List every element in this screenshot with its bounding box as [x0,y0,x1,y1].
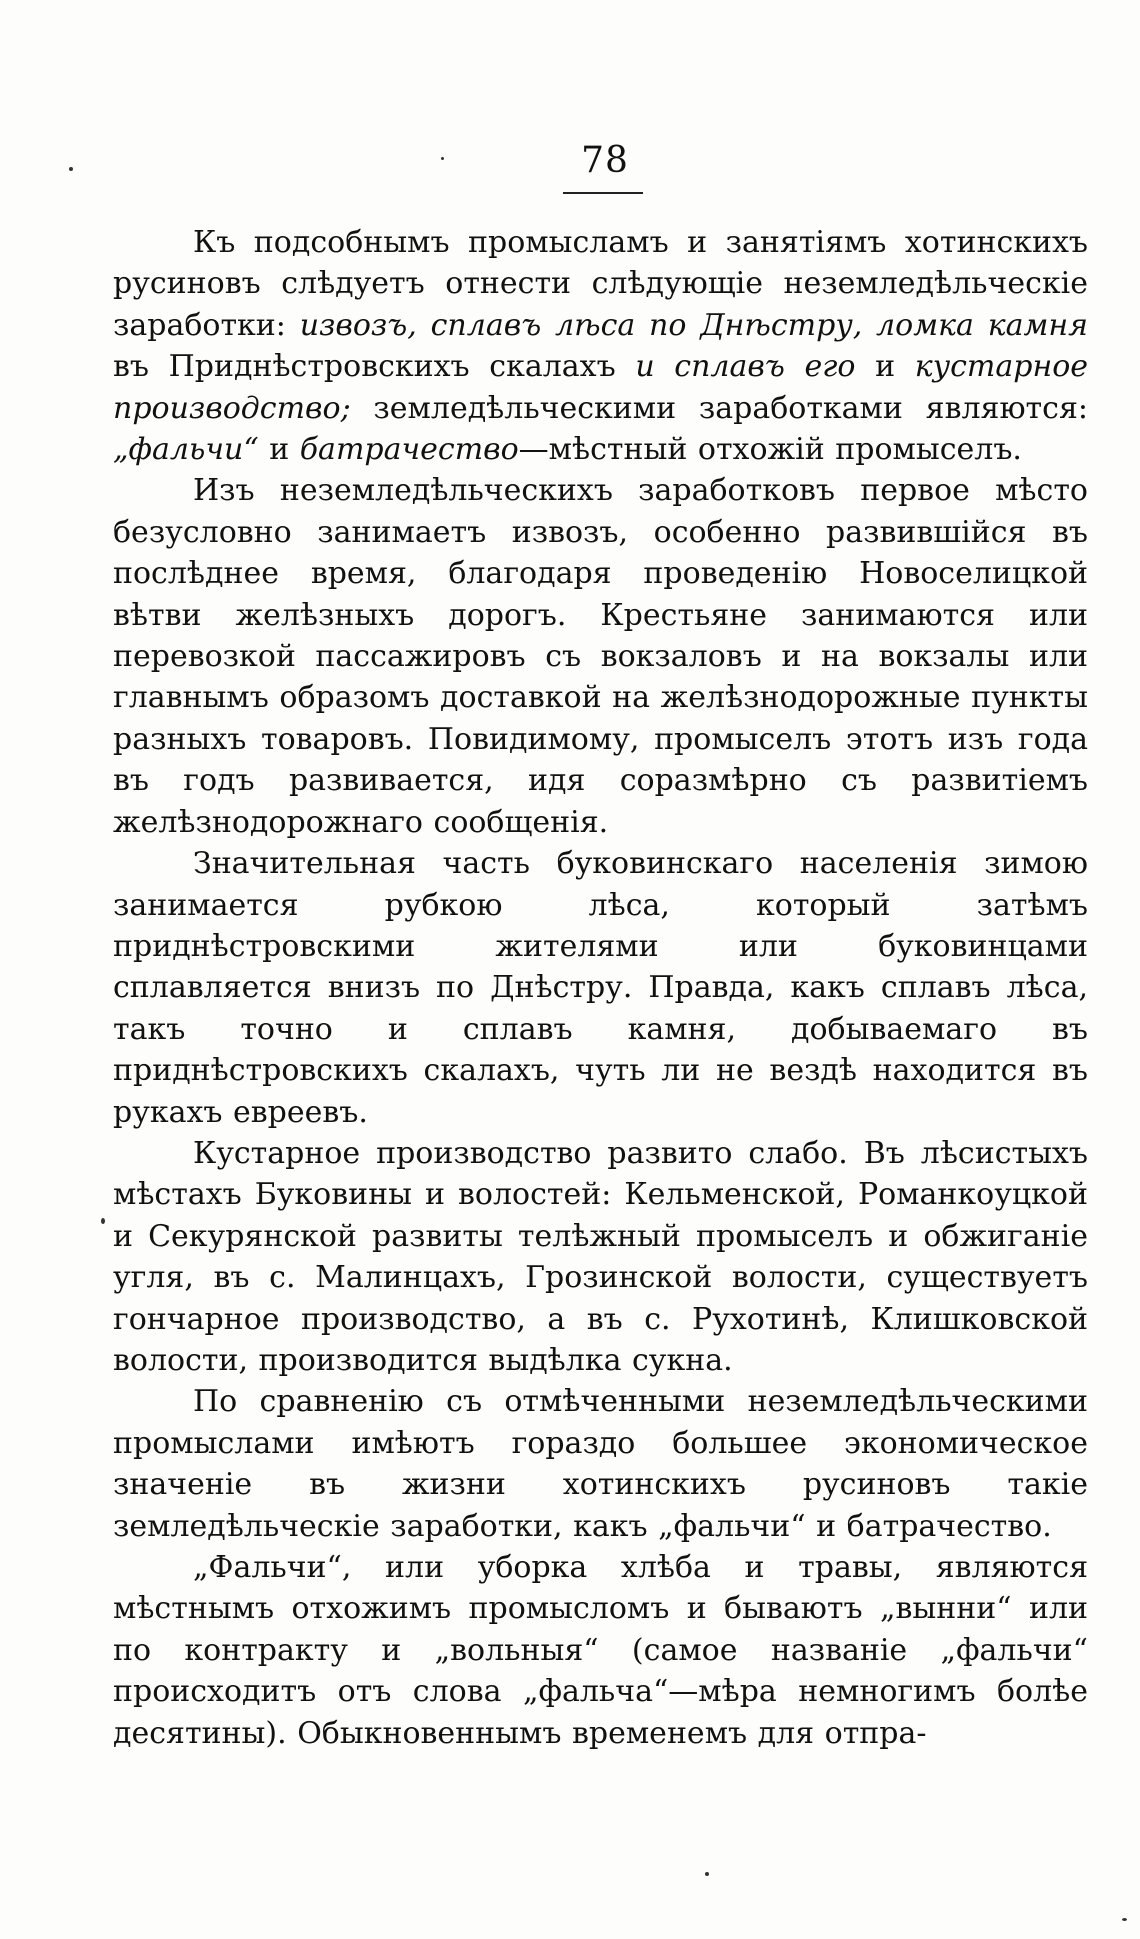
italic-term: батрачество [299,432,519,468]
text-segment: Значительная часть буковинскаго населенія зимою занимается рубкою лѣса, который затѣмъ приднѣстровскими жителями или буковинцами сплавляется внизъ по Днѣстру. Правда, какъ сплавъ лѣса, такъ точно и сплавъ камня, добываемаго въ приднѣстровскихъ скалахъ, чуть ли не вездѣ находится въ рукахъ евреевъ. [113,846,1088,1130]
paper-speck [69,167,73,171]
paper-speck [1122,1918,1127,1921]
paragraph-comparison [113,1381,1088,1547]
italic-term: и сплавъ его [635,349,856,385]
paragraph-falchi [113,1547,1088,1754]
paragraph-carting [113,470,1088,843]
text-segment: Къ подсобнымъ промысламъ и занятіямъ хотинскихъ русиновъ слѣдуетъ отнести слѣдующіе неземледѣльческіе заработки: [113,225,1088,343]
italic-term: „фальчи“ [113,432,259,468]
body-text [113,222,1088,1754]
paper-speck [441,157,444,160]
text-segment: и [855,349,915,385]
paper-speck [101,1218,105,1224]
paragraph-side-earnings [113,222,1088,470]
text-segment: въ Приднѣстровскихъ скалахъ [113,349,636,385]
page-number: 78 [581,140,629,181]
text-segment: и [258,432,300,468]
page-number-rule [563,192,643,194]
paper-speck [705,1872,709,1876]
text-segment: Изъ неземледѣльческихъ заработковъ первое мѣсто безусловно занимаетъ извозъ, особенно развившійся въ послѣднее время, благодаря проведенію Новоселицкой вѣтви желѣзныхъ дорогъ. Крестьяне занимаются или перевозкой пассажировъ съ вокзаловъ и на вокзалы или главнымъ образомъ доставкой на желѣзнодорожные пункты разныхъ товаровъ. Повидимому, промыселъ этотъ изъ года въ годъ развивается, идя соразмѣрно съ развитіемъ желѣзнодорожнаго сообщенія. [113,473,1088,840]
italic-term: кустарное производство; [113,349,1089,426]
text-segment: „Фальчи“, или уборка хлѣба и травы, являются мѣстнымъ отхожимъ промысломъ и бываютъ „вынни“ или по контракту и „вольныя“ (самое названіе „фальчи“ происходитъ отъ слова „фальча“—мѣра немногимъ болѣе десятины). Обыкновеннымъ временемъ для отпра- [113,1550,1088,1751]
text-segment: —мѣстный отхожій промыселъ. [518,432,1022,468]
paragraph-timber-rafting [113,843,1088,1133]
italic-term: извозъ, сплавъ лѣса по Днѣстру, ломка камня [299,307,1088,343]
text-segment: Кустарное производство развито слабо. Въ лѣсистыхъ мѣстахъ Буковины и волостей: Кельменской, Романкоуцкой и Секурянской развиты телѣжный промыселъ и обжиганіе угля, въ с. Малинцахъ, Грозинской волости, существуетъ гончарное производство, а въ с. Рухотинѣ, Клишковской волости, производится выдѣлка сукна. [113,1135,1088,1378]
text-segment: земледѣльческими заработками являются: [350,390,1088,426]
paragraph-handicraft [113,1133,1088,1381]
text-segment: По сравненію съ отмѣченными неземледѣльческими промыслами имѣютъ гораздо большее экономическое значеніе въ жизни хотинскихъ русиновъ такіе земледѣльческіе заработки, какъ „фальчи“ и батрачество. [113,1384,1088,1544]
